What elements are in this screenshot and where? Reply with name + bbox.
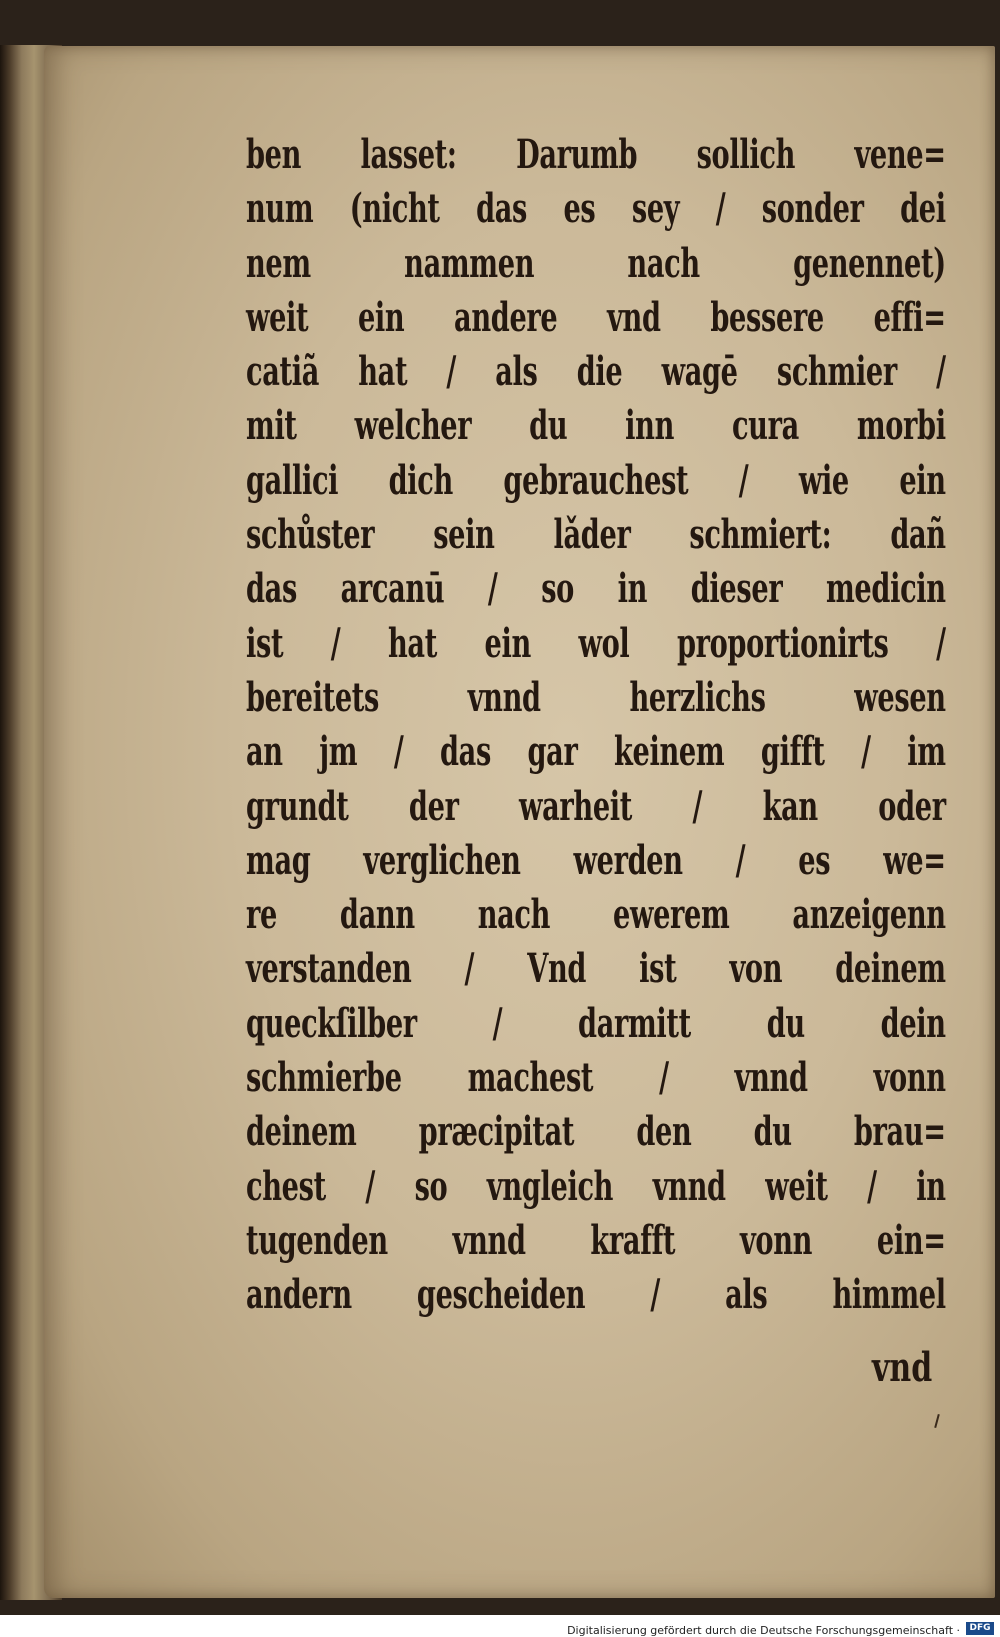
text-line: grundt der warheit / kan oder <box>246 782 946 830</box>
text-line: gallici dich gebrauchest / wie ein <box>246 456 946 504</box>
text-line: mag verglichen werden / es we= <box>246 836 946 884</box>
text-line: schmierbe machest / vnnd vonn <box>246 1054 946 1102</box>
ink-mark <box>934 1414 940 1428</box>
text-line: an jm / das gar keinem gifft / im <box>246 728 946 776</box>
text-line: num (nicht das es sey / sonder dei <box>246 185 946 233</box>
text-line: weit ein andere vnd bessere effi= <box>246 293 946 341</box>
text-line: queckſilber / darmitt du dein <box>246 999 946 1047</box>
text-line: das arcanū / so in dieser medicin <box>246 565 946 613</box>
text-line: tugenden vnnd krafft vonn ein= <box>246 1216 946 1264</box>
text-line: mit welcher du inn cura morbi <box>246 402 946 450</box>
footer-credit: Digitalisierung gefördert durch die Deutsche Forschungsgemeinschaft · <box>567 1624 960 1637</box>
text-line: catiã hat / als die wagē schmier / <box>246 348 946 396</box>
page-text-block <box>246 128 946 1323</box>
text-line: nem nammen nach genennet) <box>246 239 946 287</box>
book-page <box>44 46 995 1598</box>
text-line: chest / so vngleich vnnd weit / in <box>246 1162 946 1210</box>
dfg-logo: DFG <box>966 1622 994 1635</box>
text-line: andern gescheiden / als himmel <box>246 1271 946 1319</box>
text-line: schůster sein lǎder schmiert: dañ <box>246 511 946 559</box>
text-line: re dann nach ewerem anzeigenn <box>246 891 946 939</box>
catchword: vnd <box>872 1344 933 1391</box>
text-line: ist / hat ein wol proportionirts / <box>246 619 946 667</box>
text-line: ben lasset: Darumb sollich vene= <box>246 131 946 178</box>
text-line: bereitets vnnd herzlichs wesen <box>246 673 946 721</box>
text-line: deinem præcipitat den du brau= <box>246 1108 946 1156</box>
text-line: verstanden / Vnd ist von deinem <box>246 945 946 993</box>
